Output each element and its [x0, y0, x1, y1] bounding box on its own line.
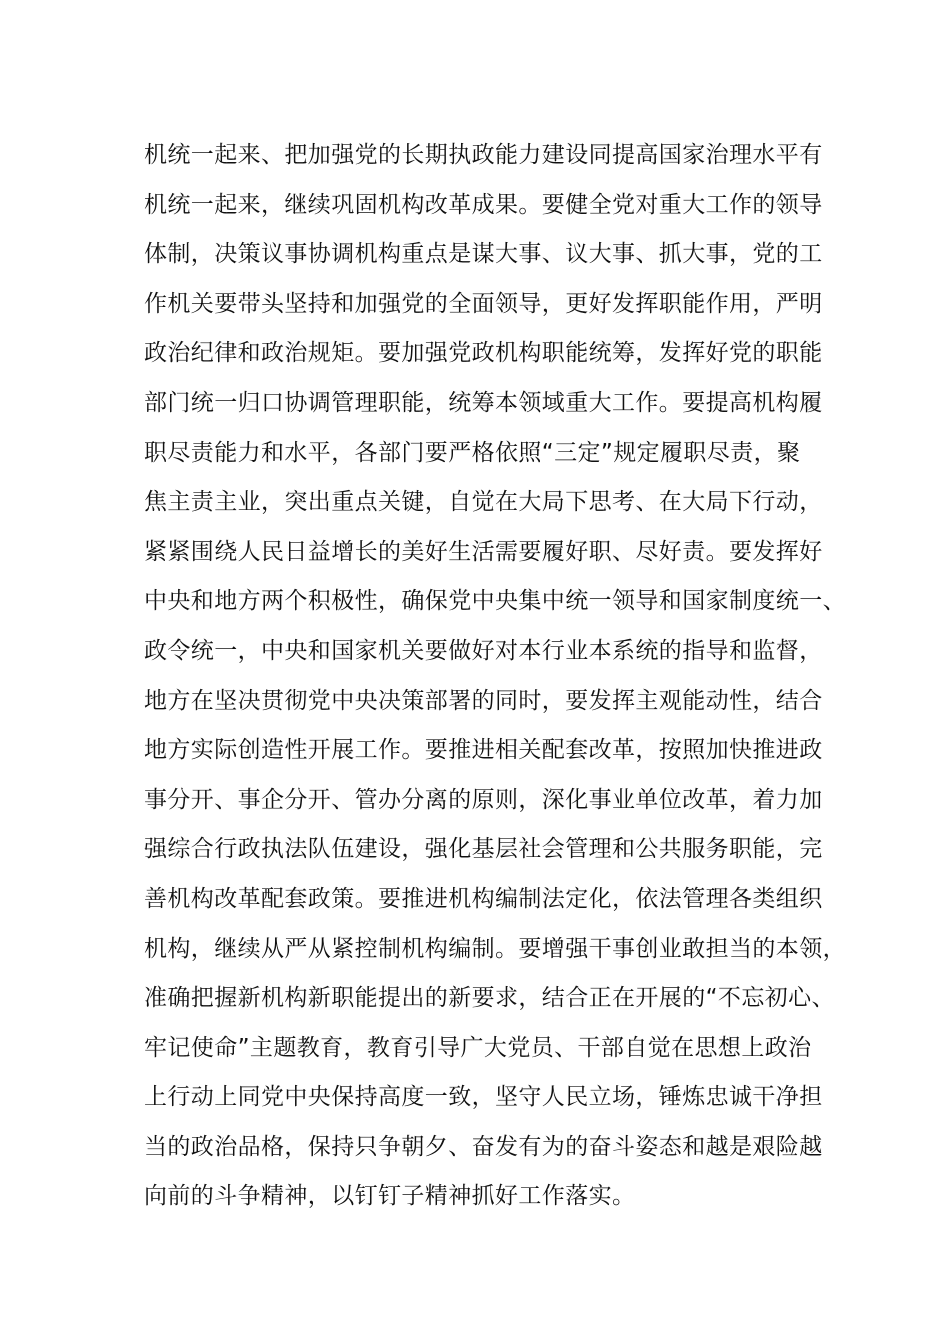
text-line-3: 体制，决策议事协调机构重点是谋大事、议大事、抓大事，党的工 [144, 241, 823, 268]
text-line-2: 机统一起来，继续巩固机构改革成果。要健全党对重大工作的领导 [144, 191, 823, 218]
text-line-8: 焦主责主业，突出重点关键，自觉在大局下思考、在大局下行动， [144, 489, 823, 516]
text-line-12: 地方在坚决贯彻党中央决策部署的同时，要发挥主观能动性，结合 [144, 687, 823, 714]
text-line-11: 政令统一，中央和国家机关要做好对本行业本系统的指导和监督， [144, 637, 823, 664]
text-line-10: 中央和地方两个积极性，确保党中央集中统一领导和国家制度统一、 [144, 588, 846, 615]
text-line-9: 紧紧围绕人民日益增长的美好生活需要履好职、尽好责。要发挥好 [144, 538, 823, 565]
body-paragraph [144, 131, 846, 1222]
text-line-14: 事分开、事企分开、管办分离的原则，深化事业单位改革，着力加 [144, 786, 823, 813]
text-line-13: 地方实际创造性开展工作。要推进相关配套改革，按照加快推进政 [144, 737, 823, 764]
text-line-7: 职尽责能力和水平，各部门要严格依照“三定”规定履职尽责，聚 [144, 439, 801, 466]
text-line-1: 机统一起来、把加强党的长期执政能力建设同提高国家治理水平有 [144, 142, 823, 168]
text-line-18: 准确把握新机构新职能提出的新要求，结合正在开展的“不忘初心、 [144, 985, 835, 1012]
text-line-6: 部门统一归口协调管理职能，统筹本领域重大工作。要提高机构履 [144, 389, 823, 416]
text-line-22: 向前的斗争精神，以钉钉子精神抓好工作落实。 [144, 1183, 636, 1210]
text-line-20: 上行动上同党中央保持高度一致，坚守人民立场，锤炼忠诚干净担 [144, 1084, 823, 1111]
text-line-5: 政治纪律和政治规矩。要加强党政机构职能统筹，发挥好党的职能 [144, 340, 823, 367]
text-line-21: 当的政治品格，保持只争朝夕、奋发有为的奋斗姿态和越是艰险越 [144, 1133, 823, 1160]
text-line-19: 牢记使命”主题教育，教育引导广大党员、干部自觉在思想上政治 [144, 1034, 812, 1061]
text-line-15: 强综合行政执法队伍建设，强化基层社会管理和公共服务职能，完 [144, 836, 823, 863]
text-line-4: 作机关要带头坚持和加强党的全面领导，更好发挥职能作用，严明 [144, 290, 823, 317]
text-line-16: 善机构改革配套政策。要推进机构编制法定化，依法管理各类组织 [144, 885, 823, 912]
text-line-17: 机构，继续从严从紧控制机构编制。要增强干事创业敢担当的本领， [144, 935, 846, 962]
